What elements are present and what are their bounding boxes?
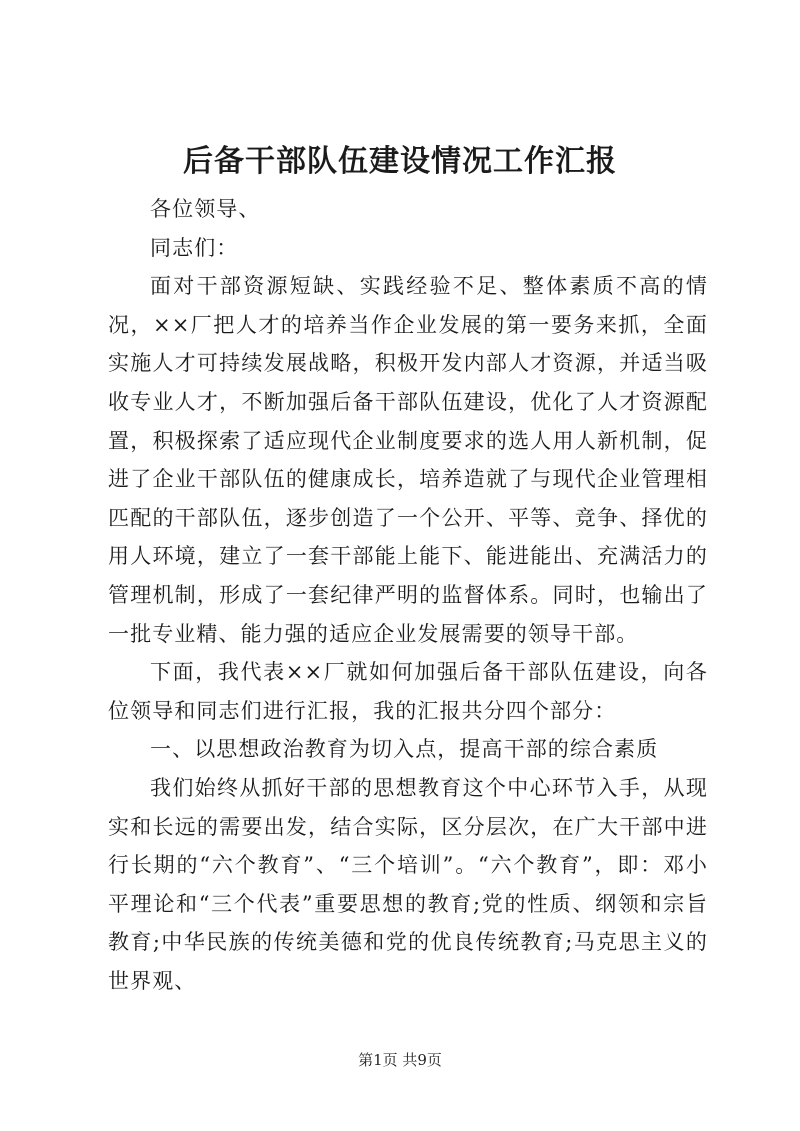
salutation-comrades: 同志们：: [150, 235, 239, 260]
document-title: 后备干部队伍建设情况工作汇报: [183, 144, 617, 179]
section-1-paragraph: 我们始终从抓好干部的思想教育这个中心环节入手，从现实和长远的需要出发，结合实际，区分层次，在广大干部中进行长期的“六个教育”、“三个培训”。“六个教育”，即：邓小平理论和“三个代表”重要思想的教育;党的性质、纲领和宗旨教育;中华民族的传统美德和党的优良传统教育;马克思主义的世界观、: [108, 775, 708, 993]
section-heading-1: 一、以思想政治教育为切入点，提高干部的综合素质: [150, 737, 659, 762]
intro-paragraph: 面对干部资源短缺、实践经验不足、整体素质不高的情况，××厂把人才的培养当作企业发展的第一要务来抓，全面实施人才可持续发展战略，积极开发内部人才资源，并适当吸收专业人才，不断加强后备干部队伍建设，优化了人才资源配置，积极探索了适应现代企业制度要求的选人用人新机制，促进了企业干部队伍的健康成长，培养造就了与现代企业管理相匹配的干部队伍，逐步创造了一个公开、平等、竞争、择优的用人环境，建立了一套干部能上能下、能进能出、充满活力的管理机制，形成了一套纪律严明的监督体系。同时，也输出了一批专业精、能力强的适应企业发展需要的领导干部。: [108, 274, 708, 646]
page-footer: [0, 1050, 800, 1070]
document-body: [108, 190, 708, 1000]
salutation-leaders: 各位领导、: [150, 197, 261, 221]
report-outline-paragraph: 下面，我代表××厂就如何加强后备干部队伍建设，向各位领导和同志们进行汇报，我的汇报共分四个部分：: [108, 660, 708, 723]
page-number: 第1页 共9页: [358, 1051, 442, 1069]
